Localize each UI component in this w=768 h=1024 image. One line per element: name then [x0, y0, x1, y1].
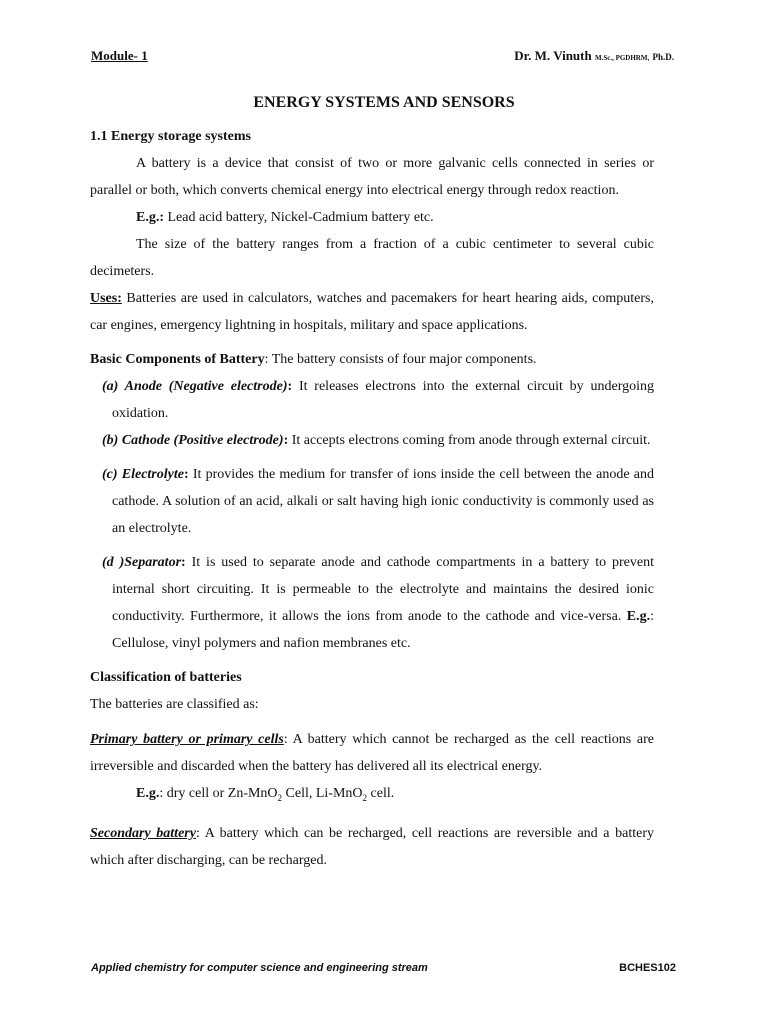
classification-heading: Classification of batteries [90, 670, 242, 685]
electrolyte-colon: : [183, 467, 189, 482]
separator-colon: : [181, 555, 186, 570]
separator-eg-label: E.g. [626, 609, 651, 624]
component-anode [102, 373, 654, 427]
electrolyte-label: (c) Electrolyte [102, 467, 184, 482]
section-heading: 1.1 Energy storage systems [90, 129, 251, 144]
component-electrolyte [102, 461, 654, 542]
basic-text: : The battery consists of four major components. [264, 352, 537, 367]
document-body [90, 123, 654, 874]
separator-eg-text: : Cellulose, vinyl polymers and nafion membranes etc. [112, 609, 654, 651]
size-paragraph: The size of the battery ranges from a fraction of a cubic centimeter to several cubic decimeters. [90, 237, 654, 279]
electrolyte-text: It provides the medium for transfer of ions inside the cell between the anode and cathode. A solution of an acid, alkali or salt having high ionic conductivity is commonly used as an electrolyte. [112, 467, 654, 536]
page-title: ENERGY SYSTEMS AND SENSORS [253, 94, 515, 111]
primary-label: Primary battery or primary cells [90, 732, 284, 747]
author-qualifications: M.Sc., PGDHRM, [594, 54, 650, 62]
primary-example [90, 780, 654, 812]
primary-text: : A battery which cannot be recharged as the cell reactions are irreversible and discarded when the battery has delivered all its electrical energy. [90, 732, 654, 774]
separator-label: (d )Separator [102, 555, 182, 570]
author-name: Dr. M. Vinuth [514, 48, 592, 63]
battery-definition: A battery is a device that consist of two or more galvanic cells connected in series or parallel or both, which converts chemical energy into electrical energy through redox reaction. [90, 156, 654, 198]
basic-components-paragraph [90, 346, 654, 373]
cathode-label: (b) Cathode (Positive electrode) [102, 433, 284, 448]
primary-eg-part2: Cell, Li-MnO [282, 786, 363, 801]
secondary-label: Secondary battery [90, 825, 196, 841]
eg-text: Lead acid battery, Nickel-Cadmium battery etc. [164, 210, 434, 225]
uses-text: Batteries are used in calculators, watches and pacemakers for heart hearing aids, computers, car engines, emergency lightning in hospitals, military and space applications. [90, 291, 654, 333]
secondary-text: : A battery which can be recharged, cell reactions are reversible and a battery which after discharging, can be recharged. [90, 825, 654, 868]
separator-text: It is used to separate anode and cathode compartments in a battery to prevent internal short circuiting. It is permeable to the electrolyte and maintains the desired ionic conductivity. Furthermore, it allows the ions from anode to the cathode and vice-versa. [112, 555, 654, 624]
author-phd: Ph.D. [652, 52, 674, 62]
anode-colon: : [287, 379, 293, 394]
cathode-colon: : [283, 433, 289, 448]
component-cathode [102, 427, 654, 454]
primary-eg-label: E.g. [136, 786, 160, 801]
classification-intro: The batteries are classified as: [90, 697, 259, 712]
uses-label: Uses: [90, 291, 122, 306]
primary-sub1: 2 [277, 792, 283, 803]
secondary-battery-paragraph [90, 820, 654, 874]
footer-course: Applied chemistry for computer science and engineering stream [91, 962, 428, 974]
eg-label: E.g.: [136, 210, 164, 225]
footer-code: BCHES102 [619, 962, 676, 974]
primary-battery-paragraph [90, 726, 654, 780]
module-label: Module- 1 [91, 48, 148, 63]
anode-label: (a) Anode (Negative electrode) [102, 379, 288, 394]
example-line [90, 204, 654, 231]
uses-paragraph [90, 285, 654, 339]
primary-sub2: 2 [362, 792, 368, 803]
primary-eg-part3: cell. [367, 786, 395, 801]
primary-eg-part1: : dry cell or Zn-MnO [159, 786, 278, 801]
anode-text: It releases electrons into the external circuit by undergoing oxidation. [112, 379, 654, 421]
cathode-text: It accepts electrons coming from anode through external circuit. [288, 433, 651, 448]
component-separator [102, 549, 654, 657]
basic-label: Basic Components of Battery [90, 352, 265, 367]
author-credit [514, 48, 674, 64]
